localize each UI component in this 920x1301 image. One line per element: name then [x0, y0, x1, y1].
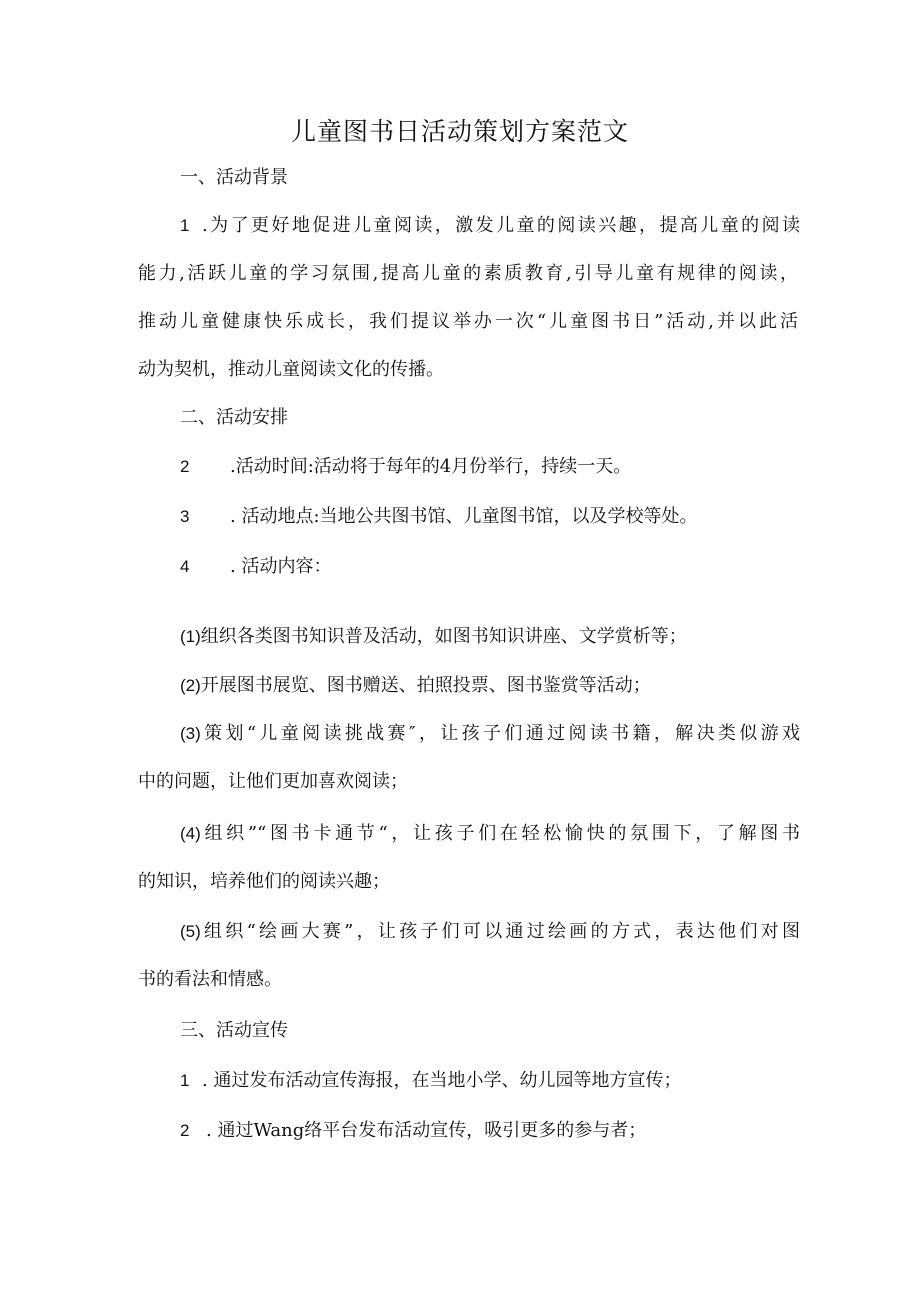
list-item-text: . 活动地点:当地公共图书馆、儿童图书馆，以及学校等处。	[230, 506, 698, 527]
paragraph-line: 推动儿童健康快乐成长，我们提议举办一次“儿童图书日”活动,并以此活	[138, 311, 798, 332]
sub-list-number: (1)	[180, 627, 201, 646]
list-item-text: .活动时间:活动将于每年的4月份举行，持续一天。	[230, 456, 632, 477]
list-item	[180, 555, 800, 579]
sub-list-number: (3)	[180, 724, 201, 743]
sub-list-text: 组织”“图书卡通节“，让孩子们在轻松愉快的氛围下，了解图书	[200, 823, 800, 844]
list-item-text: . 通过发布活动宣传海报，在当地小学、幼儿园等地方宣传；	[202, 1070, 682, 1091]
list-item	[180, 455, 800, 479]
section-heading-background: 一、活动背景	[180, 167, 288, 188]
list-number: 1	[180, 216, 190, 235]
sub-list-text: 开展图书展览、图书赠送、拍照投票、图书鉴赏等活动；	[200, 675, 651, 696]
list-item	[180, 505, 800, 529]
section-heading-promotion: 三、活动宣传	[180, 1020, 288, 1041]
sub-list-number: (5)	[180, 922, 201, 941]
section-heading-arrangement: 二、活动安排	[180, 407, 288, 428]
sub-list-item	[180, 822, 800, 846]
list-item-text: . 活动内容：	[230, 556, 332, 577]
paragraph-line	[180, 214, 800, 238]
document-title: 儿童图书日活动策划方案范文	[290, 117, 629, 146]
sub-list-continuation: 的知识，培养他们的阅读兴趣；	[138, 871, 390, 892]
sub-list-item	[180, 625, 800, 649]
sub-list-item	[180, 722, 800, 746]
sub-list-continuation: 中的问题，让他们更加喜欢阅读；	[138, 771, 408, 792]
list-item	[180, 1069, 800, 1093]
list-number: 2	[180, 1121, 190, 1140]
sub-list-item	[180, 920, 800, 944]
sub-list-number: (2)	[180, 676, 201, 695]
list-number: 1	[180, 1071, 190, 1090]
sub-list-continuation: 书的看法和情感。	[138, 969, 282, 990]
sub-list-item	[180, 674, 800, 698]
sub-list-text: 组织各类图书知识普及活动，如图书知识讲座、文学赏析等；	[200, 626, 687, 647]
paragraph-text: .为了更好地促进儿童阅读，激发儿童的阅读兴趣，提高儿童的阅读	[202, 215, 800, 236]
list-number: 2	[180, 457, 190, 476]
list-item-text: . 通过Wang络平台发布活动宣传，吸引更多的参与者；	[206, 1120, 647, 1141]
list-item	[180, 1119, 800, 1143]
sub-list-text: 策划“儿童阅读挑战赛″，让孩子们通过阅读书籍，解决类似游戏	[200, 723, 800, 744]
list-number: 3	[180, 507, 190, 526]
paragraph-line: 动为契机，推动儿童阅读文化的传播。	[138, 359, 444, 380]
sub-list-text: 组织“绘画大赛”，让孩子们可以通过绘画的方式，表达他们对图	[200, 921, 800, 942]
sub-list-number: (4)	[180, 824, 201, 843]
paragraph-line: 能力,活跃儿童的学习氛围,提高儿童的素质教育,引导儿童有规律的阅读，	[138, 263, 798, 284]
list-number: 4	[180, 557, 190, 576]
